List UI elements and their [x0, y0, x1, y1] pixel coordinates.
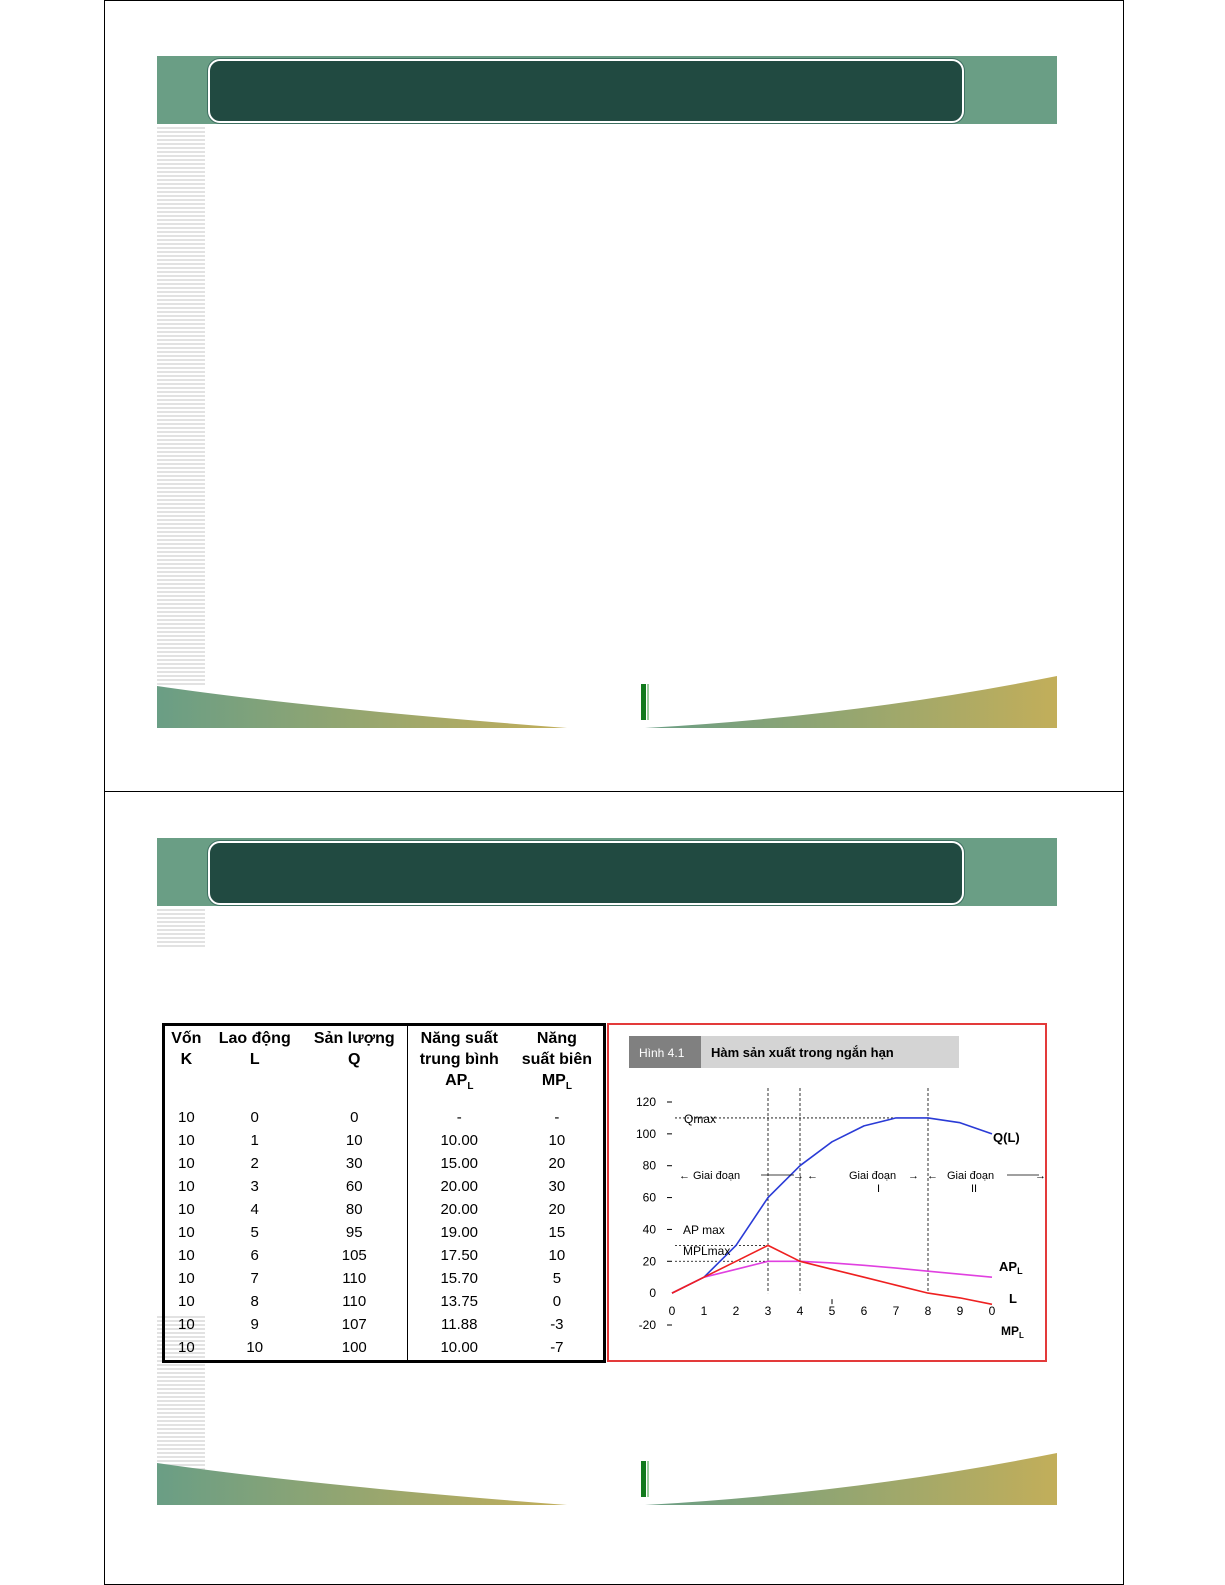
table-cell: 1	[250, 1132, 259, 1150]
x-tick-label: 7	[892, 1304, 900, 1319]
table-cell: -	[554, 1109, 560, 1127]
figure-tag: Hình 4.1	[639, 1046, 685, 1060]
slide-footer	[157, 676, 1057, 736]
table-cell: 7	[250, 1270, 259, 1288]
x-tick-label: 6	[860, 1304, 868, 1319]
table-cell: -	[407, 1103, 510, 1130]
x-tick-label: 8	[924, 1304, 932, 1319]
footer-marker	[641, 684, 646, 720]
table-cell: 10	[178, 1155, 195, 1173]
header-labor: Lao động L	[218, 1030, 291, 1068]
header-average-product: Năng suất trung bình $AP_L$	[407, 1025, 510, 1104]
table-row	[164, 1199, 605, 1222]
y-tick-label: 100	[635, 1126, 656, 1141]
footer-wave-left	[157, 1463, 567, 1505]
table-cell: 10	[345, 1132, 363, 1150]
table-cell: 0	[552, 1293, 562, 1311]
table-cell: 5	[250, 1224, 259, 1242]
table-row	[164, 1176, 605, 1199]
slide-2	[157, 838, 1057, 1518]
table-cell: 10	[178, 1339, 195, 1357]
slide-title-box	[208, 59, 964, 123]
table-cell: 20	[548, 1201, 566, 1219]
header-output: Sản lượng Q	[313, 1030, 395, 1068]
table-cell: 10	[178, 1247, 195, 1265]
table-cell: 100	[341, 1339, 367, 1357]
side-stripes-top	[157, 907, 205, 947]
table-cell: 6	[250, 1247, 259, 1265]
footer-marker	[641, 1461, 646, 1497]
table-cell: 13.75	[407, 1291, 510, 1314]
table-cell: 30	[345, 1155, 363, 1173]
stage1-label: Giai đoạn	[693, 1170, 741, 1182]
chart-axes	[636, 1095, 996, 1332]
slide-page-2	[104, 791, 1124, 1585]
table-row	[164, 1337, 605, 1362]
table-cell: 5	[552, 1270, 562, 1288]
footer-wave-right	[645, 1453, 1057, 1505]
stage3-numeral: II	[971, 1183, 978, 1195]
table-cell: 10.00	[407, 1337, 510, 1362]
stage2-arrow-right: →	[908, 1170, 919, 1182]
y-tick-label: 120	[635, 1095, 656, 1109]
table-cell: 10	[178, 1316, 195, 1334]
x-tick-label: 2	[732, 1304, 740, 1319]
table-row	[164, 1130, 605, 1153]
table-cell: 105	[341, 1247, 367, 1265]
table-cell: 10	[178, 1293, 195, 1311]
table-row	[164, 1245, 605, 1268]
x-tick-label: 3	[764, 1304, 772, 1319]
table-row	[164, 1153, 605, 1176]
slide-page-1	[104, 0, 1124, 792]
l-axis-label: L	[1009, 1291, 1017, 1306]
slide-footer	[157, 1453, 1057, 1513]
table-cell: 9	[250, 1316, 259, 1334]
production-chart	[609, 1025, 1045, 1360]
q-curve-label: Q(L)	[993, 1130, 1020, 1145]
table-row	[164, 1222, 605, 1245]
x-tick-label: 1	[700, 1304, 708, 1319]
x-tick-label: 5	[828, 1304, 836, 1319]
table-cell: 110	[342, 1270, 367, 1288]
table-cell: 10	[178, 1109, 195, 1127]
figure-caption: Hàm sản xuất trong ngắn hạn	[711, 1045, 894, 1060]
stage2-arrow-left: ←	[807, 1170, 818, 1182]
table-cell: 10.00	[407, 1130, 510, 1153]
table-cell: 8	[250, 1293, 259, 1311]
table-cell: 15.00	[407, 1153, 510, 1176]
y-tick-label: 0	[649, 1286, 656, 1301]
table-row	[164, 1291, 605, 1314]
header-marginal-product: Năng suất biên $MP_L$	[521, 1030, 592, 1093]
table-cell: -3	[550, 1316, 564, 1334]
y-tick-label: 60	[642, 1190, 656, 1205]
footer-wave-left	[157, 686, 567, 728]
table-cell: 17.50	[407, 1245, 510, 1268]
production-table	[162, 1023, 606, 1363]
table-cell: 2	[250, 1155, 259, 1173]
chart-series	[672, 1118, 995, 1304]
table-row	[164, 1314, 605, 1337]
y-tick-label: -20	[638, 1318, 656, 1332]
table-cell: -7	[550, 1339, 564, 1357]
table-cell: 10	[178, 1132, 195, 1150]
table-cell: 80	[345, 1201, 363, 1219]
table-cell: 15	[548, 1224, 566, 1242]
slide-title-box	[208, 841, 964, 905]
table-cell: 110	[342, 1293, 367, 1311]
stage3-label: Giai đoạn	[947, 1170, 995, 1182]
y-tick-label: 40	[642, 1222, 656, 1237]
y-tick-label: 20	[642, 1254, 656, 1269]
stage2-label: Giai đoạn	[849, 1170, 897, 1182]
table-cell: 10	[178, 1178, 195, 1196]
slide-1	[157, 56, 1057, 736]
x-tick-label: 0	[988, 1304, 996, 1319]
table-header-row	[164, 1025, 605, 1104]
footer-wave-right	[645, 676, 1057, 728]
stage1-arrow-left: ←	[679, 1170, 690, 1182]
y-tick-label: 80	[642, 1158, 656, 1173]
table-cell: 3	[250, 1178, 259, 1196]
qmax-label: Qmax	[684, 1112, 717, 1126]
table-cell: 20.00	[407, 1176, 510, 1199]
series-line-ql	[672, 1118, 995, 1293]
figure-frame	[607, 1023, 1047, 1362]
table-cell: 10	[246, 1339, 264, 1357]
table-cell: 95	[345, 1224, 363, 1242]
table-cell: 4	[250, 1201, 259, 1219]
table-cell: 10	[178, 1270, 195, 1288]
table-cell: 60	[345, 1178, 363, 1196]
series-line-apl	[672, 1261, 992, 1293]
title-band	[157, 56, 1057, 124]
apmax-label: AP max	[683, 1223, 725, 1237]
table-row	[164, 1103, 605, 1130]
stage3-arrow-right: →	[1035, 1170, 1045, 1182]
stage2-numeral: I	[877, 1183, 881, 1195]
stage1-arrow-right: →	[793, 1170, 804, 1182]
table-cell: 20.00	[407, 1199, 510, 1222]
table-cell: 10	[548, 1132, 566, 1150]
stage3-arrow-left: ←	[927, 1170, 938, 1182]
table-cell: 10	[178, 1201, 195, 1219]
header-capital: Vốn K	[171, 1030, 202, 1068]
table-cell: 0	[250, 1109, 259, 1127]
x-tick-label: 4	[796, 1304, 804, 1319]
table-cell: 107	[341, 1316, 367, 1334]
table-cell: 19.00	[407, 1222, 510, 1245]
x-tick-label: 0	[668, 1304, 676, 1319]
table-cell: 11.88	[407, 1314, 510, 1337]
table-cell: 30	[548, 1178, 566, 1196]
table-cell: 10	[548, 1247, 566, 1265]
side-stripes	[157, 125, 205, 687]
title-band	[157, 838, 1057, 906]
mp-curve-label: $MP_L$	[1001, 1324, 1024, 1340]
table-cell: 20	[548, 1155, 566, 1173]
table-cell: 10	[178, 1224, 195, 1242]
table-cell: 15.70	[407, 1268, 510, 1291]
table-body	[164, 1103, 605, 1362]
table-cell: 0	[350, 1109, 359, 1127]
x-tick-label: 9	[956, 1304, 964, 1319]
ap-curve-label: $AP_L$	[999, 1259, 1023, 1276]
table-row	[164, 1268, 605, 1291]
mpmax-label: MPLmax	[683, 1244, 731, 1258]
